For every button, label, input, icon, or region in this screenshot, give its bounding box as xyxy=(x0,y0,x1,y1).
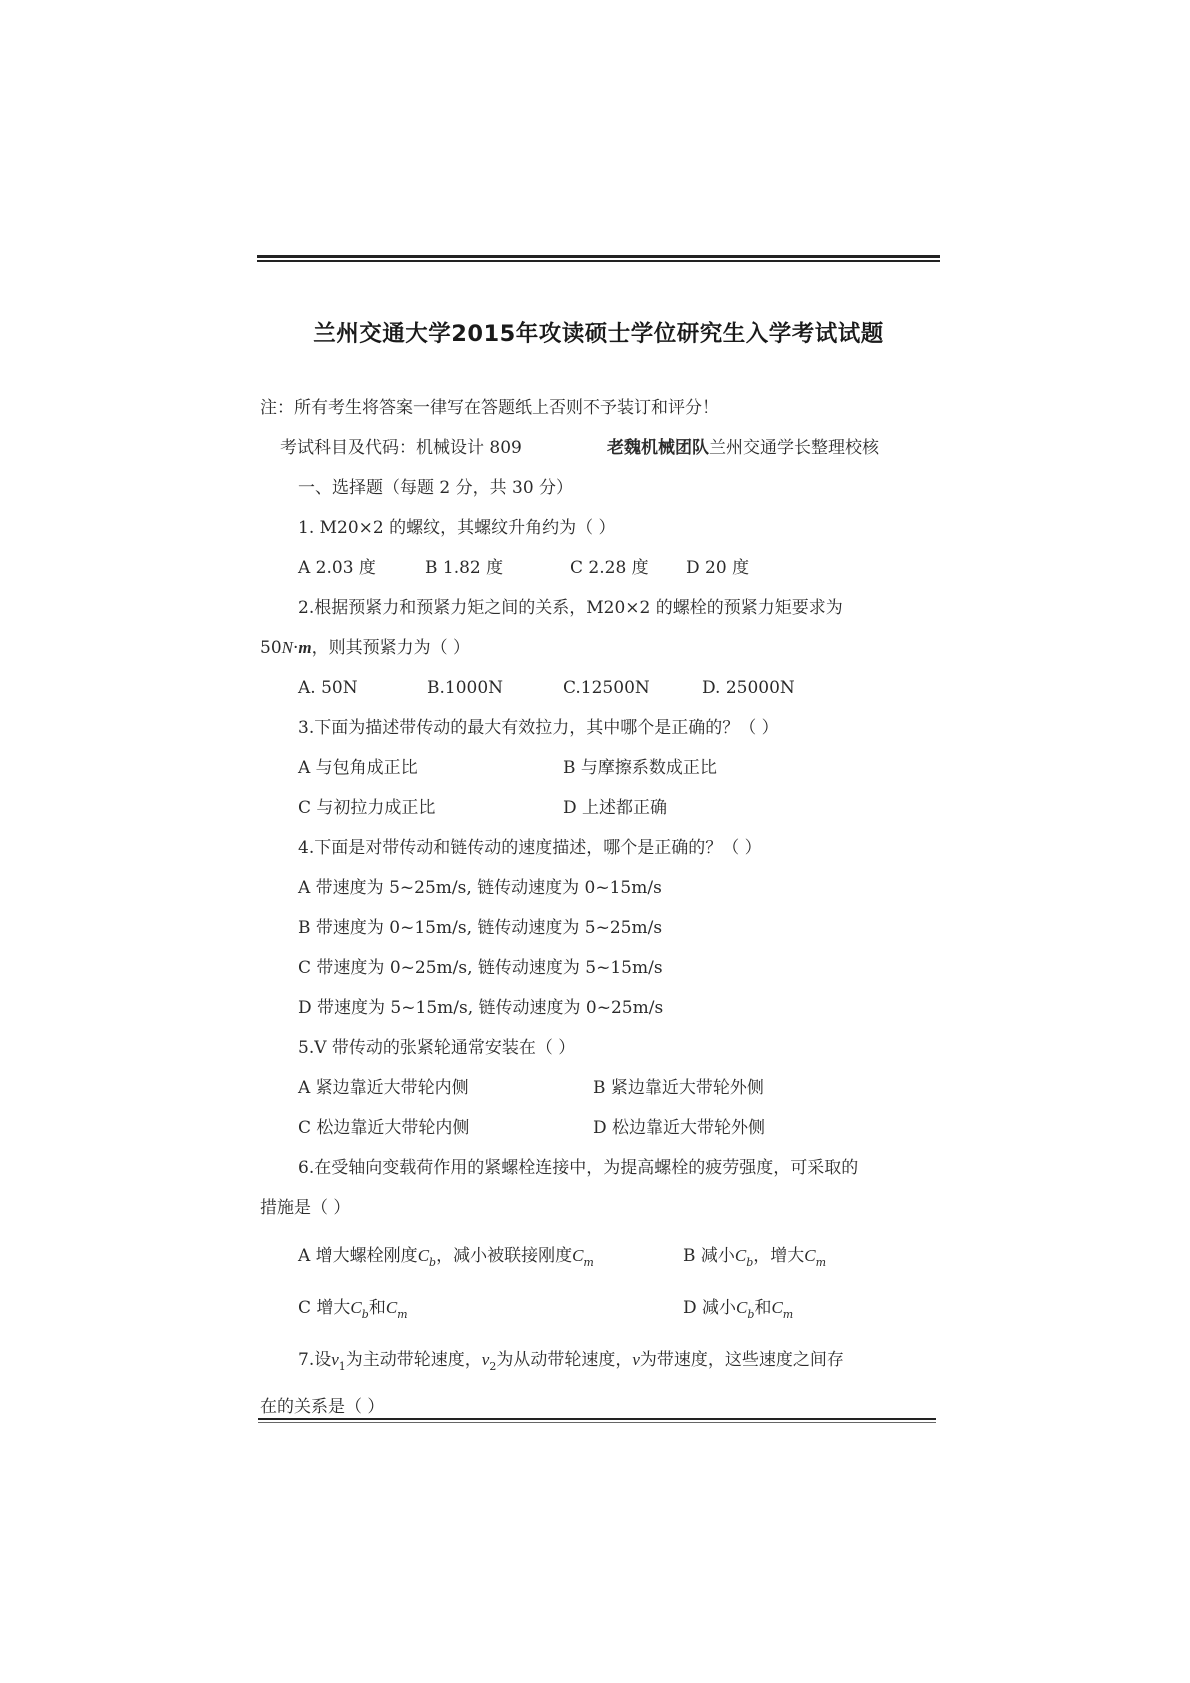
q2-unit-dot: · xyxy=(292,638,299,658)
section-heading: 一、选择题（每题 2 分，共 30 分） xyxy=(298,478,574,498)
q5-option-a: A 紧边靠近大带轮内侧 xyxy=(298,1078,469,1098)
v2-subscript: 2 xyxy=(489,1360,497,1373)
c-b-subscript: b xyxy=(429,1256,437,1269)
q4-option-b: B 带速度为 0~15m/s, 链传动速度为 5~25m/s xyxy=(298,918,663,938)
q3-option-d: D 上述都正确 xyxy=(563,798,668,818)
question-3-stem: 3.下面为描述带传动的最大有效拉力，其中哪个是正确的？（ ） xyxy=(298,718,779,738)
v1-symbol: v xyxy=(331,1350,339,1369)
question-7-stem-line1 xyxy=(298,1348,844,1379)
credit-line xyxy=(607,436,879,460)
question-2-stem-line2 xyxy=(260,636,470,660)
c-b-symbol: C xyxy=(417,1246,430,1265)
q1-option-c: C 2.28 度 xyxy=(570,558,649,578)
q1-option-a: A 2.03 度 xyxy=(298,558,376,578)
q6-option-d xyxy=(683,1296,793,1327)
q2-stem-rest: ，则其预紧力为（ ） xyxy=(311,638,471,658)
q7-text-1: 为主动带轮速度， xyxy=(345,1350,482,1370)
c-m-symbol: C xyxy=(804,1246,816,1265)
q2-unit-m: m xyxy=(298,638,312,657)
q4-option-d: D 带速度为 5~15m/s, 链传动速度为 0~25m/s xyxy=(298,998,664,1018)
q6-option-a-text-2: ，减小被联接刚度 xyxy=(436,1246,573,1266)
c-m-symbol: C xyxy=(771,1298,783,1317)
q6-option-c-text: C 增大 xyxy=(298,1298,351,1318)
question-5-stem: 5.V 带传动的张紧轮通常安装在（ ） xyxy=(298,1038,576,1058)
subject-label: 考试科目及代码：机械设计 809 xyxy=(280,438,522,458)
c-m-symbol: C xyxy=(385,1298,398,1317)
c-m-symbol: C xyxy=(572,1246,584,1265)
q6-option-a-text: A 增大螺栓刚度 xyxy=(298,1246,418,1266)
question-4-stem: 4.下面是对带传动和链传动的速度描述，哪个是正确的？（ ） xyxy=(298,838,762,858)
q7-text-3: 为带速度，这些速度之间存 xyxy=(639,1350,844,1370)
question-6-stem-line1: 6.在受轴向变载荷作用的紧螺栓连接中，为提高螺栓的疲劳强度，可采取的 xyxy=(298,1158,859,1178)
c-b-subscript: b xyxy=(361,1308,369,1321)
v-symbol: v xyxy=(632,1350,640,1369)
c-b-symbol: C xyxy=(350,1298,362,1317)
v1-subscript: 1 xyxy=(338,1360,346,1373)
question-7-stem-line2: 在的关系是（ ） xyxy=(260,1397,385,1417)
v2-symbol: v xyxy=(481,1350,490,1369)
q6-option-a xyxy=(298,1244,594,1275)
c-b-symbol: C xyxy=(734,1246,747,1265)
q6-option-c xyxy=(298,1296,408,1327)
q7-text-2: 为从动带轮速度， xyxy=(496,1350,633,1370)
q1-option-d: D 20 度 xyxy=(686,558,750,578)
page-title: 兰州交通大学2015年攻读硕士学位研究生入学考试试题 xyxy=(313,321,884,347)
subject-line xyxy=(280,436,522,460)
c-m-subscript: m xyxy=(815,1256,827,1269)
question-1-stem: 1. M20×2 的螺纹，其螺纹升角约为（ ） xyxy=(298,518,616,538)
q3-option-a: A 与包角成正比 xyxy=(298,758,418,778)
c-b-subscript: b xyxy=(746,1256,754,1269)
q3-option-c: C 与初拉力成正比 xyxy=(298,798,436,818)
q6-option-b xyxy=(683,1244,826,1275)
q5-option-b: B 紧边靠近大带轮外侧 xyxy=(593,1078,764,1098)
bottom-rule xyxy=(258,1418,936,1423)
q3-option-b: B 与摩擦系数成正比 xyxy=(563,758,717,778)
c-m-subscript: m xyxy=(397,1308,408,1321)
q4-option-c: C 带速度为 0~25m/s, 链传动速度为 5~15m/s xyxy=(298,958,663,978)
q1-option-b: B 1.82 度 xyxy=(425,558,504,578)
c-b-symbol: C xyxy=(736,1298,748,1317)
credit-text: 兰州交通学长整理校核 xyxy=(709,438,879,458)
question-6-stem-line2: 措施是（ ） xyxy=(260,1198,351,1218)
q5-option-d: D 松边靠近大带轮外侧 xyxy=(593,1118,766,1138)
q2-unit-n: N xyxy=(281,638,293,657)
q6-option-b-text: B 减小 xyxy=(683,1246,735,1266)
c-m-subscript: m xyxy=(782,1308,794,1321)
q7-prefix: 7.设 xyxy=(298,1350,332,1370)
q4-option-a: A 带速度为 5~25m/s, 链传动速度为 0~15m/s xyxy=(298,878,662,898)
team-name: 老魏机械团队 xyxy=(607,438,709,458)
and-text: 和 xyxy=(754,1298,772,1318)
c-b-subscript: b xyxy=(747,1308,755,1321)
top-rule xyxy=(257,255,940,262)
q2-option-b: B.1000N xyxy=(427,678,504,698)
c-m-subscript: m xyxy=(583,1256,594,1269)
q6-option-b-text-2: ，增大 xyxy=(753,1246,805,1266)
q5-option-c: C 松边靠近大带轮内侧 xyxy=(298,1118,470,1138)
q2-option-c: C.12500N xyxy=(563,678,650,698)
exam-note: 注：所有考生将答案一律写在答题纸上否则不予装订和评分！ xyxy=(260,398,719,418)
and-text: 和 xyxy=(368,1298,386,1318)
q6-option-d-text: D 减小 xyxy=(683,1298,737,1318)
q2-option-d: D. 25000N xyxy=(702,678,795,698)
q2-option-a: A. 50N xyxy=(298,678,358,698)
q2-torque-value: 50 xyxy=(260,638,282,658)
question-2-stem-line1: 2.根据预紧力和预紧力矩之间的关系，M20×2 的螺栓的预紧力矩要求为 xyxy=(298,598,843,618)
